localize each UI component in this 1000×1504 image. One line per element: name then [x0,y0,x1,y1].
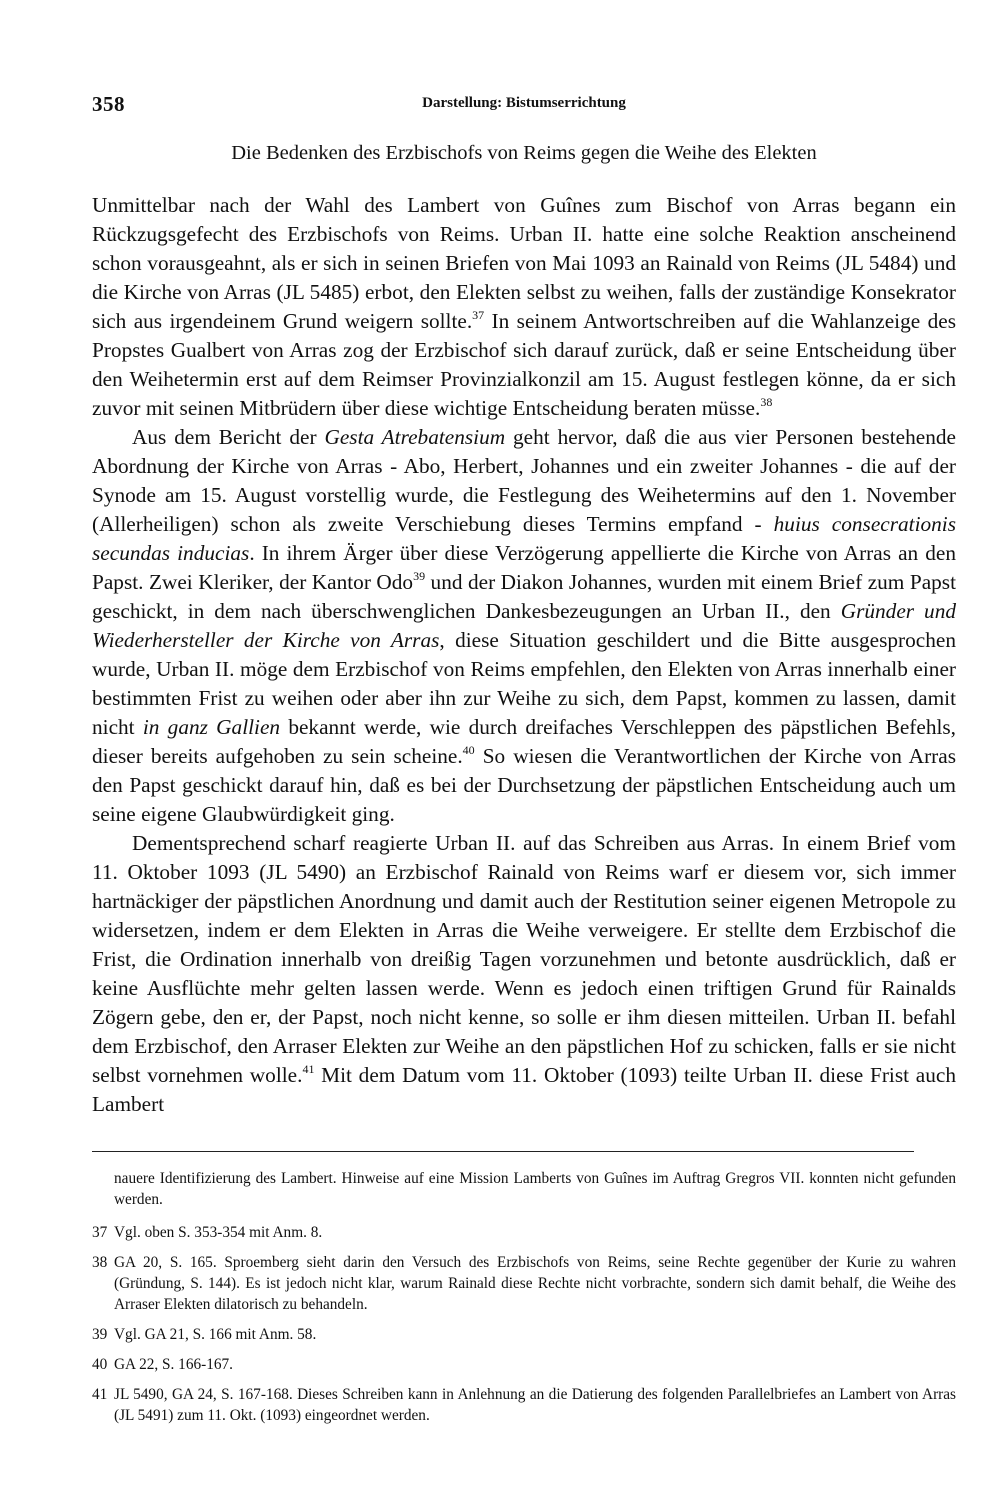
footnote-separator [92,1151,914,1152]
footnote-number: 41 [92,1386,108,1403]
page [92,92,956,1435]
footnote-text: Vgl. oben S. 353-354 mit Anm. 8. [114,1224,323,1241]
text-run: Unmittelbar nach der Wahl des Lambert von Guînes zum Bischof von Arras begann ein Rückzugsgefecht des Erzbischofs von Reims. Urban II. hatte eine solche Reaktion anscheinend schon vorausgeahnt, als er sich in seinen Briefen von Mai 1093 an Rainald von Reims (JL 5484) und die Kirche von Arras (JL 5485) erbot, den Elekten selbst zu weihen, falls der zuständige Konsekrator sich aus irgendeinem Grund weigern sollte. [92,193,956,333]
italic-quote: in ganz Gallien [142,715,281,739]
paragraph-3 [92,829,956,1119]
text-run: Dementsprechend scharf reagierte Urban II. auf das Schreiben aus Arras. In einem Brief vom 11. Oktober 1093 (JL 5490) an Erzbischof Rainald von Reims warf er diesem vor, sich immer hartnäckiger der päpstlichen Anordnung und damit auch der Restitution seiner eigenen Metropole zu widersetzen, indem er dem Elekten in Arras die Weihe verweigere. Er stellte dem Erzbischof die Frist, die Ordination innerhalb von dreißig Tagen vorzunehmen und betonte ausdrücklich, daß er keine Ausflüchte mehr gelten lassen werde. Wenn es jedoch einen triftigen Grund für Rainalds Zögern gebe, den er, der Papst, noch nicht kenne, so solle er ihm diesen mitteilen. Urban II. befahl dem Erzbischof, den Arraser Elekten zur Weihe an den päpstlichen Hof zu schicken, falls er sie nicht selbst vornehmen wolle. [92,831,956,1087]
footnote-text: GA 20, S. 165. Sproemberg sieht darin den Versuch des Erzbischofs von Reims, seine Rechte gegenüber der Kurie zu wahren (Gründung, S. 144). Es ist jedoch nicht klar, warum Rainald diese Rechte nicht vorbrachte, sondern sich damit behalf, die Weihe des Arraser Elekten dilatorisch zu behandeln. [114,1254,956,1313]
running-title: Darstellung: Bistumserrichtung [422,95,626,111]
italic-quote: Gründer und Wiederhersteller der Kirche von Arras [92,599,957,652]
text-run: . In ihrem Ärger über diese Verzögerung appellierte die Kirche von Arras an den Papst. Zwei Kleriker, der Kantor Odo [92,541,956,594]
text-run: und der Diakon Johannes, wurden mit einem Brief zum Papst geschickt, in dem nach überschwenglichen Dankesbezeugungen an Urban II., den [92,570,956,623]
body-text [92,191,956,1119]
footnote-ref-37[interactable]: 37 [472,308,485,322]
footnote-ref-40[interactable]: 40 [462,743,475,757]
footnote-number: 37 [92,1224,108,1241]
footnote-continuation: nauere Identifizierung des Lambert. Hinweise auf eine Mission Lamberts von Guînes im Auftrag Gregros VII. konnten nicht gefunden werden. [114,1170,956,1208]
footnote-text: Vgl. GA 21, S. 166 mit Anm. 58. [114,1326,317,1343]
page-number: 358 [92,92,125,116]
footnote-ref-41[interactable]: 41 [302,1062,315,1076]
text-run: Aus dem Bericht der [132,425,325,449]
footnotes [92,1168,956,1426]
paragraph-2 [92,423,956,829]
italic-quote: huius consecrationis secundas inducias [92,512,956,565]
text-run: geht hervor, daß die aus vier Personen bestehende Abordnung der Kirche von Arras - Abo, Herbert, Johannes und ein zweiter Johannes - die auf der Synode am 15. August vorstellig wurde, die Festlegung des Weihetermins auf den 1. November (Allerheiligen) schon als zweite Verschiebung dieses Termins empfand - [92,425,956,536]
footnote-number: 38 [92,1254,108,1271]
footnote-37 [92,1222,956,1243]
text-run: , diese Situation geschildert und die Bitte ausgesprochen wurde, Urban II. möge dem Erzbischof von Reims empfehlen, den Elekten von Arras innerhalb einer bestimmten Frist zu weihen oder aber ihn zur Weihe zu sich, dem Papst, kommen zu lassen, damit nicht [92,628,957,739]
running-head [92,92,956,126]
footnote-38 [92,1252,956,1315]
footnote-ref-38[interactable]: 38 [760,395,773,409]
footnote-39 [92,1324,956,1345]
footnote-number: 40 [92,1356,108,1373]
paragraph-1 [92,191,956,423]
text-run: Mit dem Datum vom 11. Oktober (1093) teilte Urban II. diese Frist auch Lambert [92,1063,956,1116]
footnote-text: JL 5490, GA 24, S. 167-168. Dieses Schreiben kann in Anlehnung an die Datierung des folgenden Parallelbriefes an Lambert von Arras (JL 5491) zum 11. Okt. (1093) eingeordnet werden. [114,1386,956,1424]
footnote-41 [92,1384,956,1426]
footnote-ref-39[interactable]: 39 [413,569,426,583]
footnote-number: 39 [92,1326,108,1343]
footnote-40 [92,1354,956,1375]
footnote-text: GA 22, S. 166-167. [114,1356,233,1373]
section-title: Die Bedenken des Erzbischofs von Reims gegen die Weihe des Elekten [231,142,817,164]
text-run: In seinem Antwortschreiben auf die Wahlanzeige des Propstes Gualbert von Arras zog der Erzbischof sich darauf zurück, daß er seine Entscheidung über den Weihetermin erst auf dem Reimser Provinzialkonzil am 15. August festlegen könne, da er sich zuvor mit seinen Mitbrüdern über diese wichtige Entscheidung beraten müsse. [92,309,956,420]
text-run: So wiesen die Verantwortlichen der Kirche von Arras den Papst geschickt darauf hin, daß es bei der Durchsetzung der päpstlichen Entscheidung auch um seine eigene Glaubwürdigkeit ging. [92,744,956,826]
italic-title: Gesta Atrebatensium [324,425,506,449]
text-run: bekannt werde, wie durch dreifaches Verschleppen des päpstlichen Befehls, dieser bereits aufgehoben zu sein scheine. [92,715,957,768]
